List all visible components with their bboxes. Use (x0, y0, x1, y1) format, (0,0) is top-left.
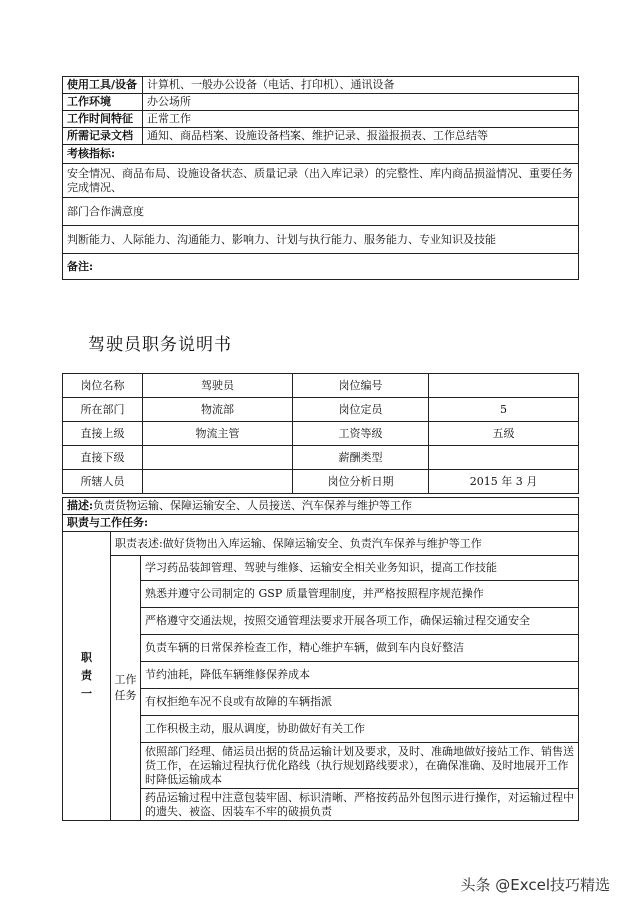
staff-value (143, 470, 293, 494)
salary-value: 五级 (429, 422, 579, 446)
quota-label: 岗位定员 (293, 398, 429, 422)
pay-type-label: 薪酬类型 (293, 446, 429, 470)
staff-label: 所辖人员 (63, 470, 143, 494)
task-item: 有权拒绝车况不良或有故障的车辆指派 (141, 689, 579, 716)
description-label: 描述: (67, 499, 94, 512)
duty-statement (111, 532, 579, 556)
subordinate-label: 直接下级 (63, 446, 143, 470)
watermark: 头条 @Excel技巧精选 (460, 876, 610, 894)
analysis-date-value: 2015 年 3 月 (429, 470, 579, 494)
task-item: 熟悉并遵守公司制定的 GSP 质量管理制度，并严格按照程序规范操作 (141, 581, 579, 608)
kpi-label: 考核指标: (63, 145, 579, 164)
analysis-date-label: 岗位分析日期 (293, 470, 429, 494)
time-label: 工作时间特征 (63, 111, 143, 128)
task-item: 严格遵守交通法规，按照交通管理法要求开展各项工作，确保运输过程交通安全 (141, 608, 579, 635)
duty-statement-label: 职责表述: (115, 536, 163, 550)
docs-value: 通知、商品档案、设施设备档案、维护记录、报溢报损表、工作总结等 (143, 128, 579, 145)
page-title: 驾驶员职务说明书 (88, 335, 232, 355)
salary-label: 工资等级 (293, 422, 429, 446)
dept-label: 所在部门 (63, 398, 143, 422)
post-code-value (429, 374, 579, 398)
dept-value: 物流部 (143, 398, 293, 422)
env-label: 工作环境 (63, 94, 143, 111)
subordinate-value (143, 446, 293, 470)
kpi-item: 部门合作满意度 (63, 198, 579, 226)
task-item: 负责车辆的日常保养检查工作，精心维护车辆，做到车内良好整洁 (141, 635, 579, 662)
description-text: 负责货物运输、保障运输安全、人员接送、汽车保养与维护等工作 (93, 499, 413, 512)
task-label: 工作任务 (111, 556, 141, 821)
post-name-label: 岗位名称 (63, 374, 143, 398)
description-row (63, 498, 579, 515)
duty-group-label: 职责一 (63, 532, 111, 821)
env-value: 办公场所 (143, 94, 579, 111)
pay-type-value (429, 446, 579, 470)
time-value: 正常工作 (143, 111, 579, 128)
superior-label: 直接上级 (63, 422, 143, 446)
kpi-item: 安全情况、商品布局、设施设备状态、质量记录（出入库记录）的完整性、库内商品损溢情况、重要任务完成情况、 (63, 164, 579, 198)
docs-label: 所需记录文档 (63, 128, 143, 145)
task-item: 学习药品装卸管理、驾驶与维修、运输安全相关业务知识，提高工作技能 (141, 556, 579, 581)
post-name-value: 驾驶员 (143, 374, 293, 398)
task-item: 依照部门经理、储运员出据的货品运输计划及要求，及时、准确地做好接站工作、销售送货工作，在运输过程执行优化路线（执行规划路线要求），在确保准确、及时地展开工作时降低运输成本 (141, 743, 579, 789)
previous-job-table (62, 76, 579, 280)
kpi-item: 判断能力、人际能力、沟通能力、影响力、计划与执行能力、服务能力、专业知识及技能 (63, 226, 579, 254)
task-item: 工作积极主动，服从调度，协助做好有关工作 (141, 716, 579, 743)
remarks-label: 备注: (63, 254, 579, 280)
quota-value: 5 (429, 398, 579, 422)
post-code-label: 岗位编号 (293, 374, 429, 398)
tools-label: 使用工具/设备 (63, 77, 143, 94)
superior-value: 物流主管 (143, 422, 293, 446)
duties-header: 职责与工作任务: (63, 515, 579, 532)
job-info-table (62, 373, 579, 494)
duties-table (62, 497, 579, 821)
tools-value: 计算机、一般办公设备（电话、打印机）、通讯设备 (143, 77, 579, 94)
task-item: 节约油耗，降低车辆维修保养成本 (141, 662, 579, 689)
duty-statement-text: 做好货物出入库运输、保障运输安全、负责汽车保养与维护等工作 (162, 536, 482, 550)
task-item: 药品运输过程中注意包装牢固、标识清晰、严格按药品外包图示进行操作，对运输过程中的遗失、被盗、因装车不牢的破损负责 (141, 789, 579, 821)
